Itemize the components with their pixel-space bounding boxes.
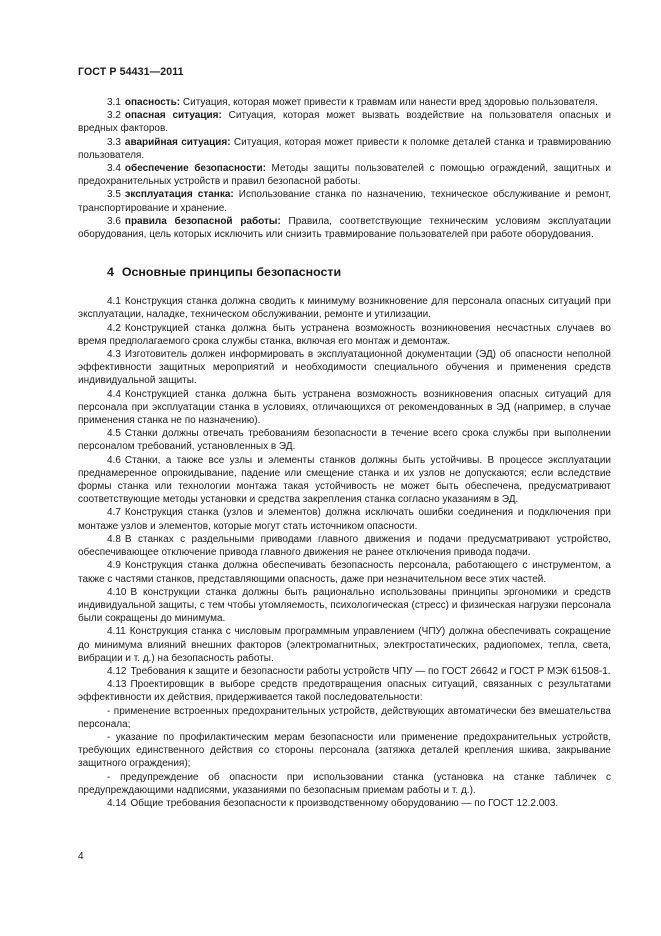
clause-text: Конструкция станка должна обеспечивать безопасность персонала, работающего с инструментом, а также с частями станков, представляющими опасность, даже при незначительном весе этих частей. [78,560,611,585]
definition-item [78,96,611,109]
clause-text: Конструкцией станка должна быть устранена возможность возникновения опасных ситуаций для персонала при эксплуатации станка в условиях, отличающихся от рекомендованных в ЭД (например, в случае применения станка не по назначению). [78,388,611,427]
definition-item [78,136,611,162]
list-item [78,771,611,797]
clause-item [78,533,611,559]
clause-text: Станки, а также все узлы и элементы станков должны быть устойчивы. В процессе эксплуатации преднамеренное опрокидывание, падение или смещение станка и их узлов не допускаются; если вследствие формы станка или технологии монтажа такая устойчивость не может быть обеспечена, предусматривают соответствующие методы установки и средства закрепления станка согласно указаниям в ЭД. [78,454,611,506]
item-number: 3.1 [107,97,121,108]
clause-text: В станках с раздельными приводами главного движения и подачи предусматривают устройство, обеспечивающее отключение привода главного движения не ранее отключения привода подачи. [78,533,611,559]
clause-text: Конструкция станка (узлов и элементов) должна исключать ошибки соединения и подключения при монтаже узлов и элементов, которые могут стать источником опасности. [78,507,611,532]
definition-text: Правила, соответствующие техническим условиям эксплуатации оборудования, цель которых исключить или снизить травмирование пользователей при работе оборудования. [78,215,611,241]
list-item-text: - указание по профилактическим мерам безопасности или применение предохранительных устройств, требующих единственного действия со стороны персонала (затяжка деталей крепления шкива, закрывание защитного ограждения); [78,731,611,770]
document-header: ГОСТ Р 54431—2011 [78,66,184,78]
clause-item [78,678,611,704]
page-number: 4 [78,851,84,862]
clause-item [78,506,611,532]
definition-text: Методы защиты пользователей с помощью ограждений, защитных и предохранительных устройств и правил безопасной работы. [78,163,612,188]
page-content [78,96,611,810]
clause-item [78,295,611,321]
clause-item [78,665,611,678]
section-4-principles [78,295,611,810]
item-number: 4.13 [107,679,127,691]
clause-item [78,454,611,507]
definition-item [78,162,611,188]
clause-item [78,797,611,810]
item-number: 3.6 [107,215,121,227]
item-number: 4.11 [107,626,126,638]
clause-text: Общие требования безопасности к производственному оборудованию — по ГОСТ 12.2.003. [130,797,559,809]
item-number: 4.10 [107,586,127,598]
definition-term: аварийная ситуация: [124,136,231,148]
list-item [78,731,611,771]
clause-item [78,625,611,665]
item-number: 4.2 [107,322,121,334]
definition-term: опасная ситуация: [124,110,222,122]
definition-term: правила безопасной работы: [124,215,281,227]
section-heading [78,265,611,279]
item-number: 3.3 [107,136,121,148]
item-number: 4.3 [107,349,121,361]
definition-text: Использование станка по назначению, техническое обслуживание и ремонт, транспортирование и хранение. [78,189,611,214]
section-title: Основные принципы безопасности [121,265,342,280]
list-item-text: - предупреждение об опасности при использовании станка (установка на станке табличек с предупреждающими надписями, указаниями по безопасным приемам работы и т. д.). [78,771,611,796]
definition-text: Ситуация, которая может вызвать воздействие на пользователя опасных и вредных факторов. [78,110,611,135]
item-number: 4.12 [107,665,127,677]
item-number: 4.4 [107,388,121,400]
definition-text: Ситуация, которая может привести к поломке деталей станка и травмированию пользователя. [78,136,611,161]
item-number: 4.14 [107,797,127,809]
definition-item [78,188,611,214]
list-item [78,705,611,731]
list-item-text: - применение встроенных предохранительных устройств, действующих автоматически без вмешательства персонала; [78,705,611,730]
definition-item [78,109,611,135]
clause-item [78,586,611,626]
clause-text: Требования к защите и безопасности работы устройств ЧПУ — по ГОСТ 26642 и ГОСТ Р МЭК 61508-1. [130,665,611,677]
clause-item [78,348,611,388]
section-number: 4 [107,265,114,280]
definition-term: эксплуатация станка: [124,189,234,201]
clause-item [78,427,611,453]
item-number: 3.5 [107,189,121,201]
clause-text: Проектировщик в выборе средств предотвращения опасных ситуаций, связанных с результатами эффективности их действия, придерживается такой последовательности: [78,679,611,704]
clause-text: В конструкции станка должны быть рационально использованы принципы эргономики и средств индивидуальной защиты, с тем чтобы утомляемость, психологическая (стресс) и физическая нагрузки персонала были сокращены до минимума. [78,586,611,625]
clause-text: Конструкция станка с числовым программным управлением (ЧПУ) должна обеспечивать сокращение до минимума влияний внешних факторов (электромагнитных, электростатических, радиопомех, тепла, света, вибрации и т. д.) на безопасность работы. [78,626,611,664]
item-number: 3.4 [107,163,121,175]
item-number: 3.2 [107,110,121,122]
definition-item [78,215,611,241]
definition-term: обеспечение безопасности: [124,163,266,175]
clause-item [78,322,611,348]
item-number: 4.8 [107,533,121,545]
definition-text: Ситуация, которая может привести к травмам или нанести вред здоровью пользователя. [180,97,598,108]
clause-text: Изготовитель должен информировать в эксплуатационной документации (ЭД) об опасности неполной эффективности защитных мероприятий и необходимости специального обучения и применения средств индивидуальной защиты. [78,349,611,387]
item-number: 4.1 [107,296,121,308]
clause-item [78,559,611,585]
item-number: 4.9 [107,560,121,572]
clause-text: Конструкция станка должна сводить к минимуму возникновение для персонала опасных ситуаций при эксплуатации, наладке, техническом обслуживании, ремонте и утилизации. [78,296,611,321]
item-number: 4.6 [107,454,121,466]
clause-item [78,388,611,428]
clause-text: Станки должны отвечать требованиям безопасности в течение всего срока службы при выполнении персоналом требований, установленных в ЭД. [78,428,611,453]
item-number: 4.5 [107,428,121,440]
section-3-definitions [78,96,611,241]
item-number: 4.7 [107,507,121,519]
definition-term: опасность: [124,97,181,108]
clause-text: Конструкцией станка должна быть устранена возможность возникновения несчастных случаев во время предполагаемого срока службы станка, включая его монтаж и демонтаж. [78,322,611,347]
